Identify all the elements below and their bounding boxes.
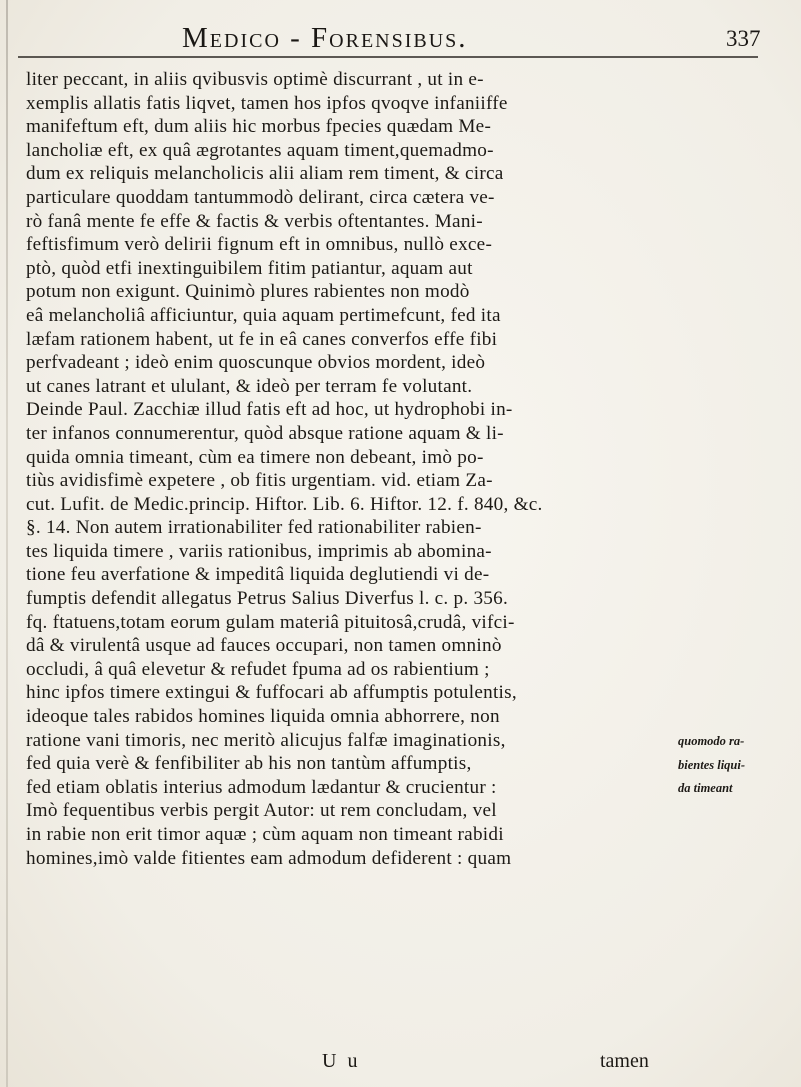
margin-note-line: da timeant: [678, 781, 733, 796]
text-line: homines,imò valde fitientes eam admodum defiderent : quam: [26, 847, 512, 869]
text-line: quida omnia timeant, cùm ea timere non debeant, imò po-: [26, 446, 484, 468]
running-head: Medico - Forensibus.: [182, 22, 468, 54]
text-line: ideoque tales rabidos homines liquida omnia abhorrere, non: [26, 706, 500, 728]
margin-note: [678, 730, 798, 801]
text-line: manifeftum eft, dum aliis hic morbus fpecies quædam Me-: [26, 116, 492, 138]
text-line: hinc ipfos timere extingui & fuffocari ab affumptis potulentis,: [26, 682, 517, 704]
signature-mark: U u: [322, 1050, 361, 1072]
text-line: Imò fequentibus verbis pergit Autor: ut rem concludam, vel: [26, 800, 497, 822]
text-line: §. 14. Non autem irrationabiliter fed rationabiliter rabien-: [26, 517, 482, 539]
text-line: xemplis allatis fatis liqvet, tamen hos ipfos qvoqve infaniiffe: [26, 92, 508, 114]
catchword: tamen: [600, 1050, 649, 1072]
text-line: ratione vani timoris, nec meritò alicujus falfæ imaginationis,: [26, 729, 506, 751]
text-line: potum non exigunt. Quinimò plures rabientes non modò: [26, 281, 470, 303]
text-line: lancholiæ eft, ex quâ ægrotantes aquam timent,quemadmo-: [26, 139, 494, 161]
text-line: læfam rationem habent, ut fe in eâ canes converfos effe fibi: [26, 328, 498, 350]
text-line: occludi, â quâ elevetur & refudet fpuma ad os rabientium ;: [26, 658, 490, 680]
margin-note-line: bientes liqui-: [678, 757, 746, 772]
text-line: cut. Lufit. de Medic.princip. Hiftor. Lib. 6. Hiftor. 12. f. 840, &c.: [26, 493, 543, 515]
margin-note-line: quomodo ra-: [678, 734, 745, 748]
text-line: dâ & virulentâ usque ad fauces occupari, non tamen omninò: [26, 635, 502, 657]
text-line: Deinde Paul. Zacchiæ illud fatis eft ad hoc, ut hydrophobi in-: [26, 399, 513, 421]
text-line: ter infanos connumerentur, quòd absque ratione aquam & li-: [26, 422, 504, 444]
page-header: [0, 22, 801, 62]
page-footer: [0, 1050, 801, 1078]
text-line: liter peccant, in aliis qvibusvis optimè discurrant , ut in e-: [26, 69, 484, 90]
page-number: 337: [726, 26, 761, 51]
header-rule: [18, 56, 758, 58]
text-line: fumptis defendit allegatus Petrus Salius Diverfus l. c. p. 356.: [26, 588, 509, 610]
text-line: fed etiam oblatis interius admodum lædantur & crucientur :: [26, 776, 497, 798]
text-line: tiùs avidisfimè expetere , ob fitis urgentiam. vid. etiam Za-: [26, 470, 493, 492]
text-line: in rabie non erit timor aquæ ; cùm aquam non timeant rabidi: [26, 824, 504, 845]
text-line: tes liquida timere , variis rationibus, imprimis ab abomina-: [26, 540, 492, 562]
text-line: fq. ftatuens,totam eorum gulam materiâ pituitosâ,crudâ, vifci-: [26, 611, 515, 633]
body-text: [26, 68, 676, 870]
text-line: ptò, quòd etfi inextinguibilem fitim patiantur, aquam aut: [26, 257, 473, 279]
text-line: dum ex reliquis melancholicis alii aliam rem timent, & circa: [26, 163, 504, 185]
text-line: fed quia verè & fenfibiliter ab his non tantùm affumptis,: [26, 753, 472, 775]
text-line: tione feu averfatione & impeditâ liquida deglutiendi vi de-: [26, 564, 490, 586]
text-line: ut canes latrant et ululant, & ideò per terram fe volutant.: [26, 375, 473, 397]
text-line: particulare quoddam tantummodò delirant, circa cætera ve-: [26, 186, 495, 208]
text-line: eâ melancholiâ afficiuntur, quia aquam pertimefcunt, fed ita: [26, 304, 501, 326]
text-line: perfvadeant ; ideò enim quoscunque obvios mordent, ideò: [26, 352, 486, 374]
gutter-shadow: [6, 0, 8, 1087]
text-line: rò fanâ mente fe effe & factis & verbis oftentantes. Mani-: [26, 210, 483, 232]
text-line: feftisfimum verò delirii fignum eft in omnibus, nullò exce-: [26, 234, 493, 256]
